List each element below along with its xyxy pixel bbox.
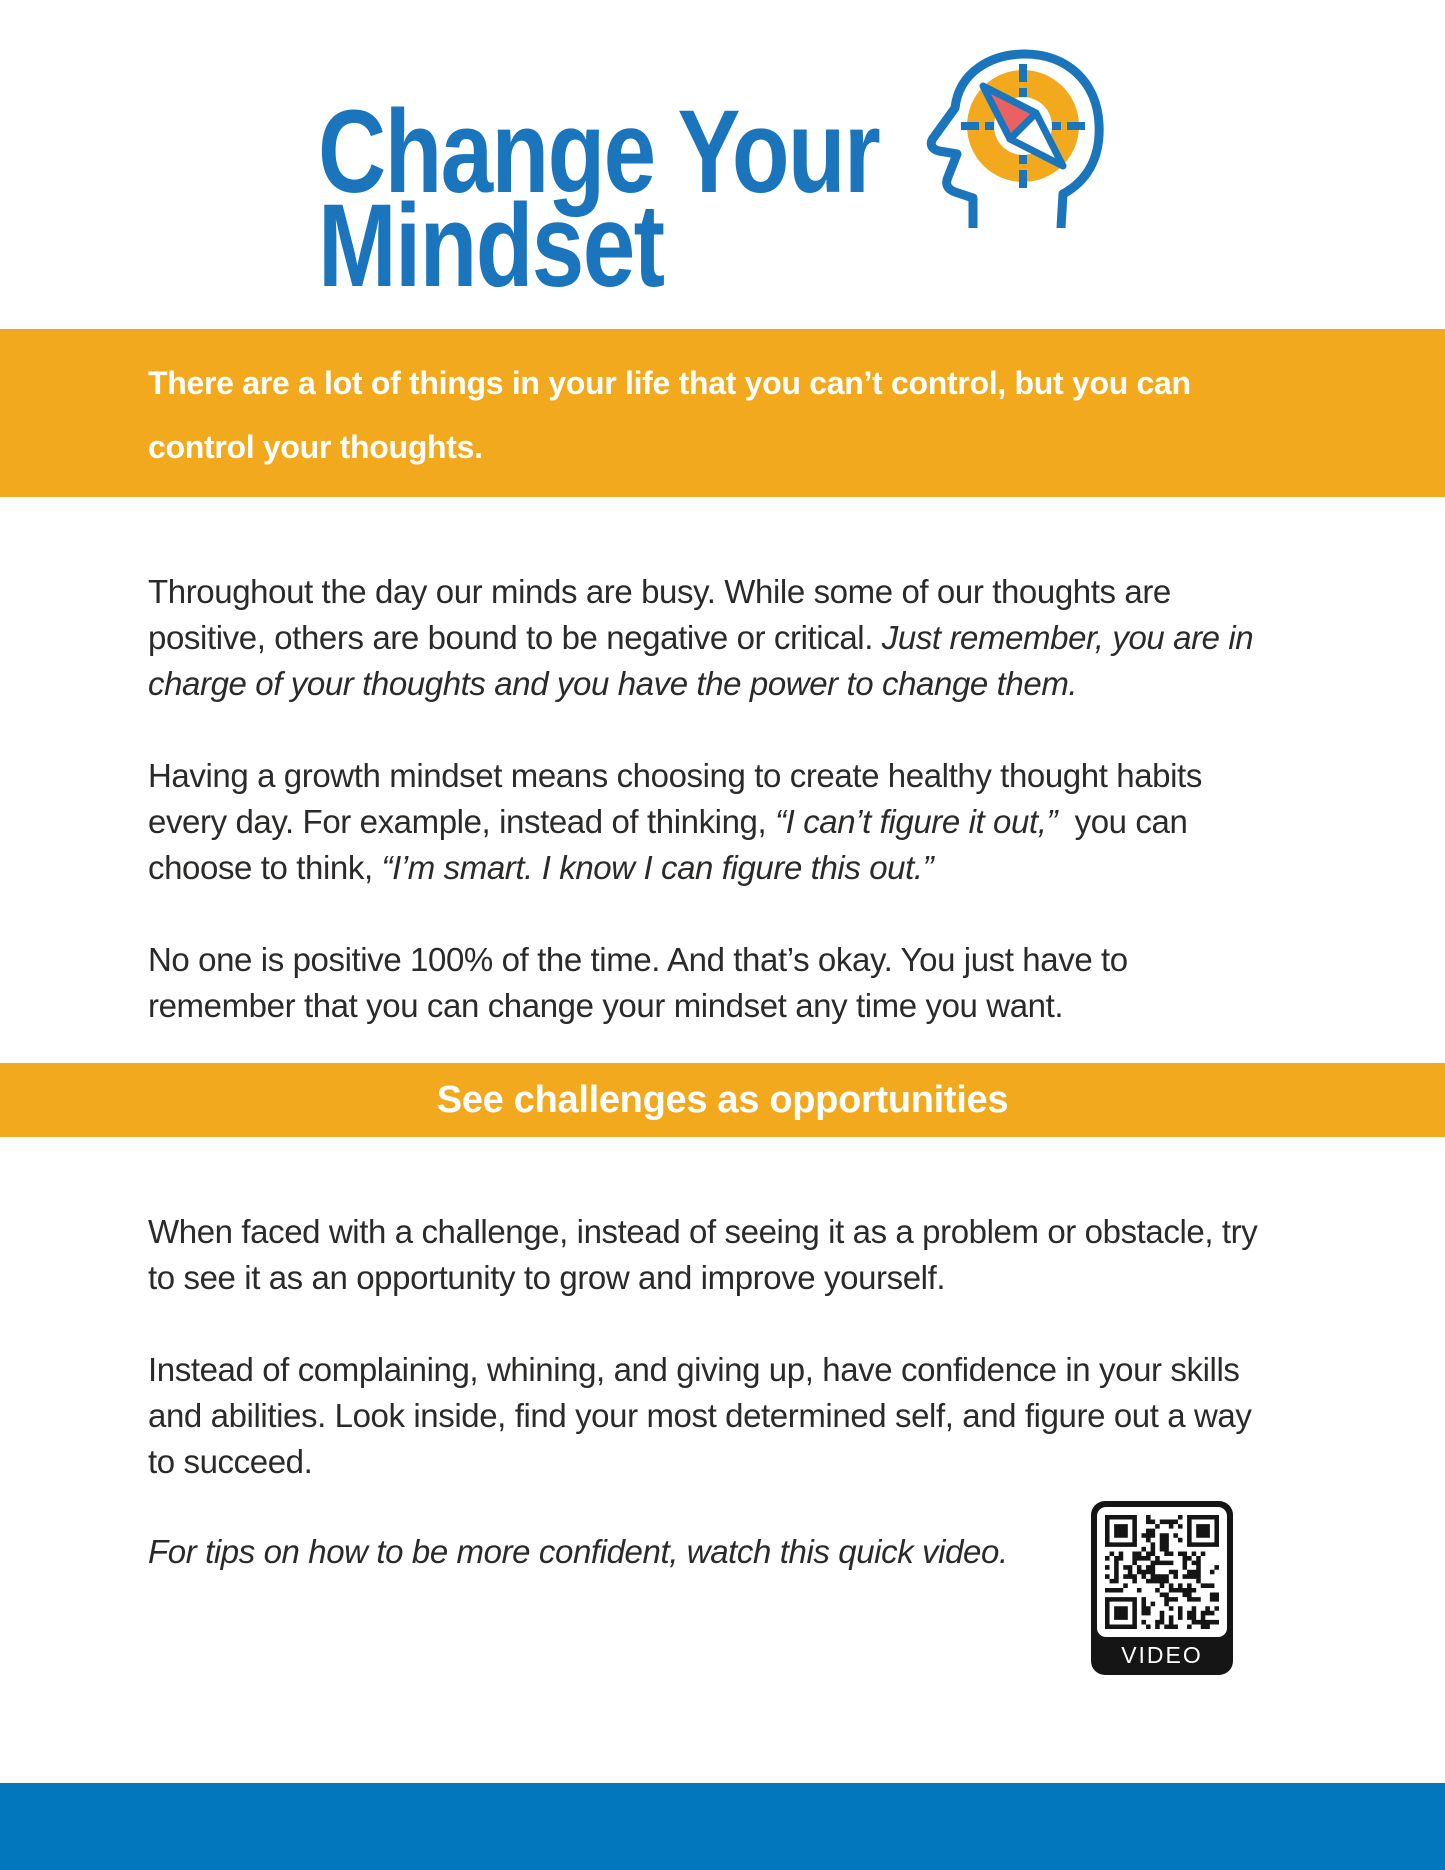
- video-tip-text: For tips on how to be more confident, watch this quick video.: [148, 1533, 1008, 1570]
- page-title-line2: Mindset: [318, 180, 664, 313]
- paragraph: When faced with a challenge, instead of seeing it as a problem or obstacle, try to see it as an opportunity to grow and improve yourself.: [148, 1213, 1258, 1296]
- page-title-line1: Change Your: [318, 86, 880, 219]
- banner-text-line: There are a lot of things in your life that you can’t control, but you can: [148, 365, 1191, 401]
- qr-video-label: VIDEO: [1121, 1642, 1203, 1668]
- section-banner: [0, 1063, 1445, 1137]
- footer-bar: [0, 1783, 1445, 1870]
- paragraph: Having a growth mindset means choosing to create healthy thought habits every day. For example, instead of thinking, “I can’t figure it out,” you can choose to think, “I’m smart. I know I can figure this out.”: [148, 757, 1202, 886]
- paragraph: No one is positive 100% of the time. And that’s okay. You just have to remember that you can change your mindset any time you want.: [148, 941, 1128, 1024]
- qr-pattern-frame: [1097, 1507, 1227, 1637]
- banner-text-line: control your thoughts.: [148, 429, 483, 465]
- masthead: [0, 0, 1445, 329]
- video-qr-code[interactable]: [1091, 1501, 1233, 1675]
- page-title: [318, 86, 880, 313]
- body-copy-bottom: [0, 1137, 1445, 1485]
- section-banner-text: See challenges as opportunities: [436, 1079, 1009, 1121]
- qr-pattern: [1105, 1515, 1219, 1629]
- head-compass-icon: [903, 48, 1111, 228]
- video-row: [148, 1501, 1233, 1675]
- intro-banner: [0, 329, 1445, 497]
- body-copy-top: [0, 497, 1445, 1029]
- paragraph: Throughout the day our minds are busy. While some of our thoughts are positive, others are bound to be negative or critical. Just remember, you are in charge of your thoughts and you have the power to change them.: [148, 573, 1254, 702]
- paragraph: Instead of complaining, whining, and giving up, have confidence in your skills and abilities. Look inside, find your most determined self, and figure out a way to succeed.: [148, 1351, 1252, 1480]
